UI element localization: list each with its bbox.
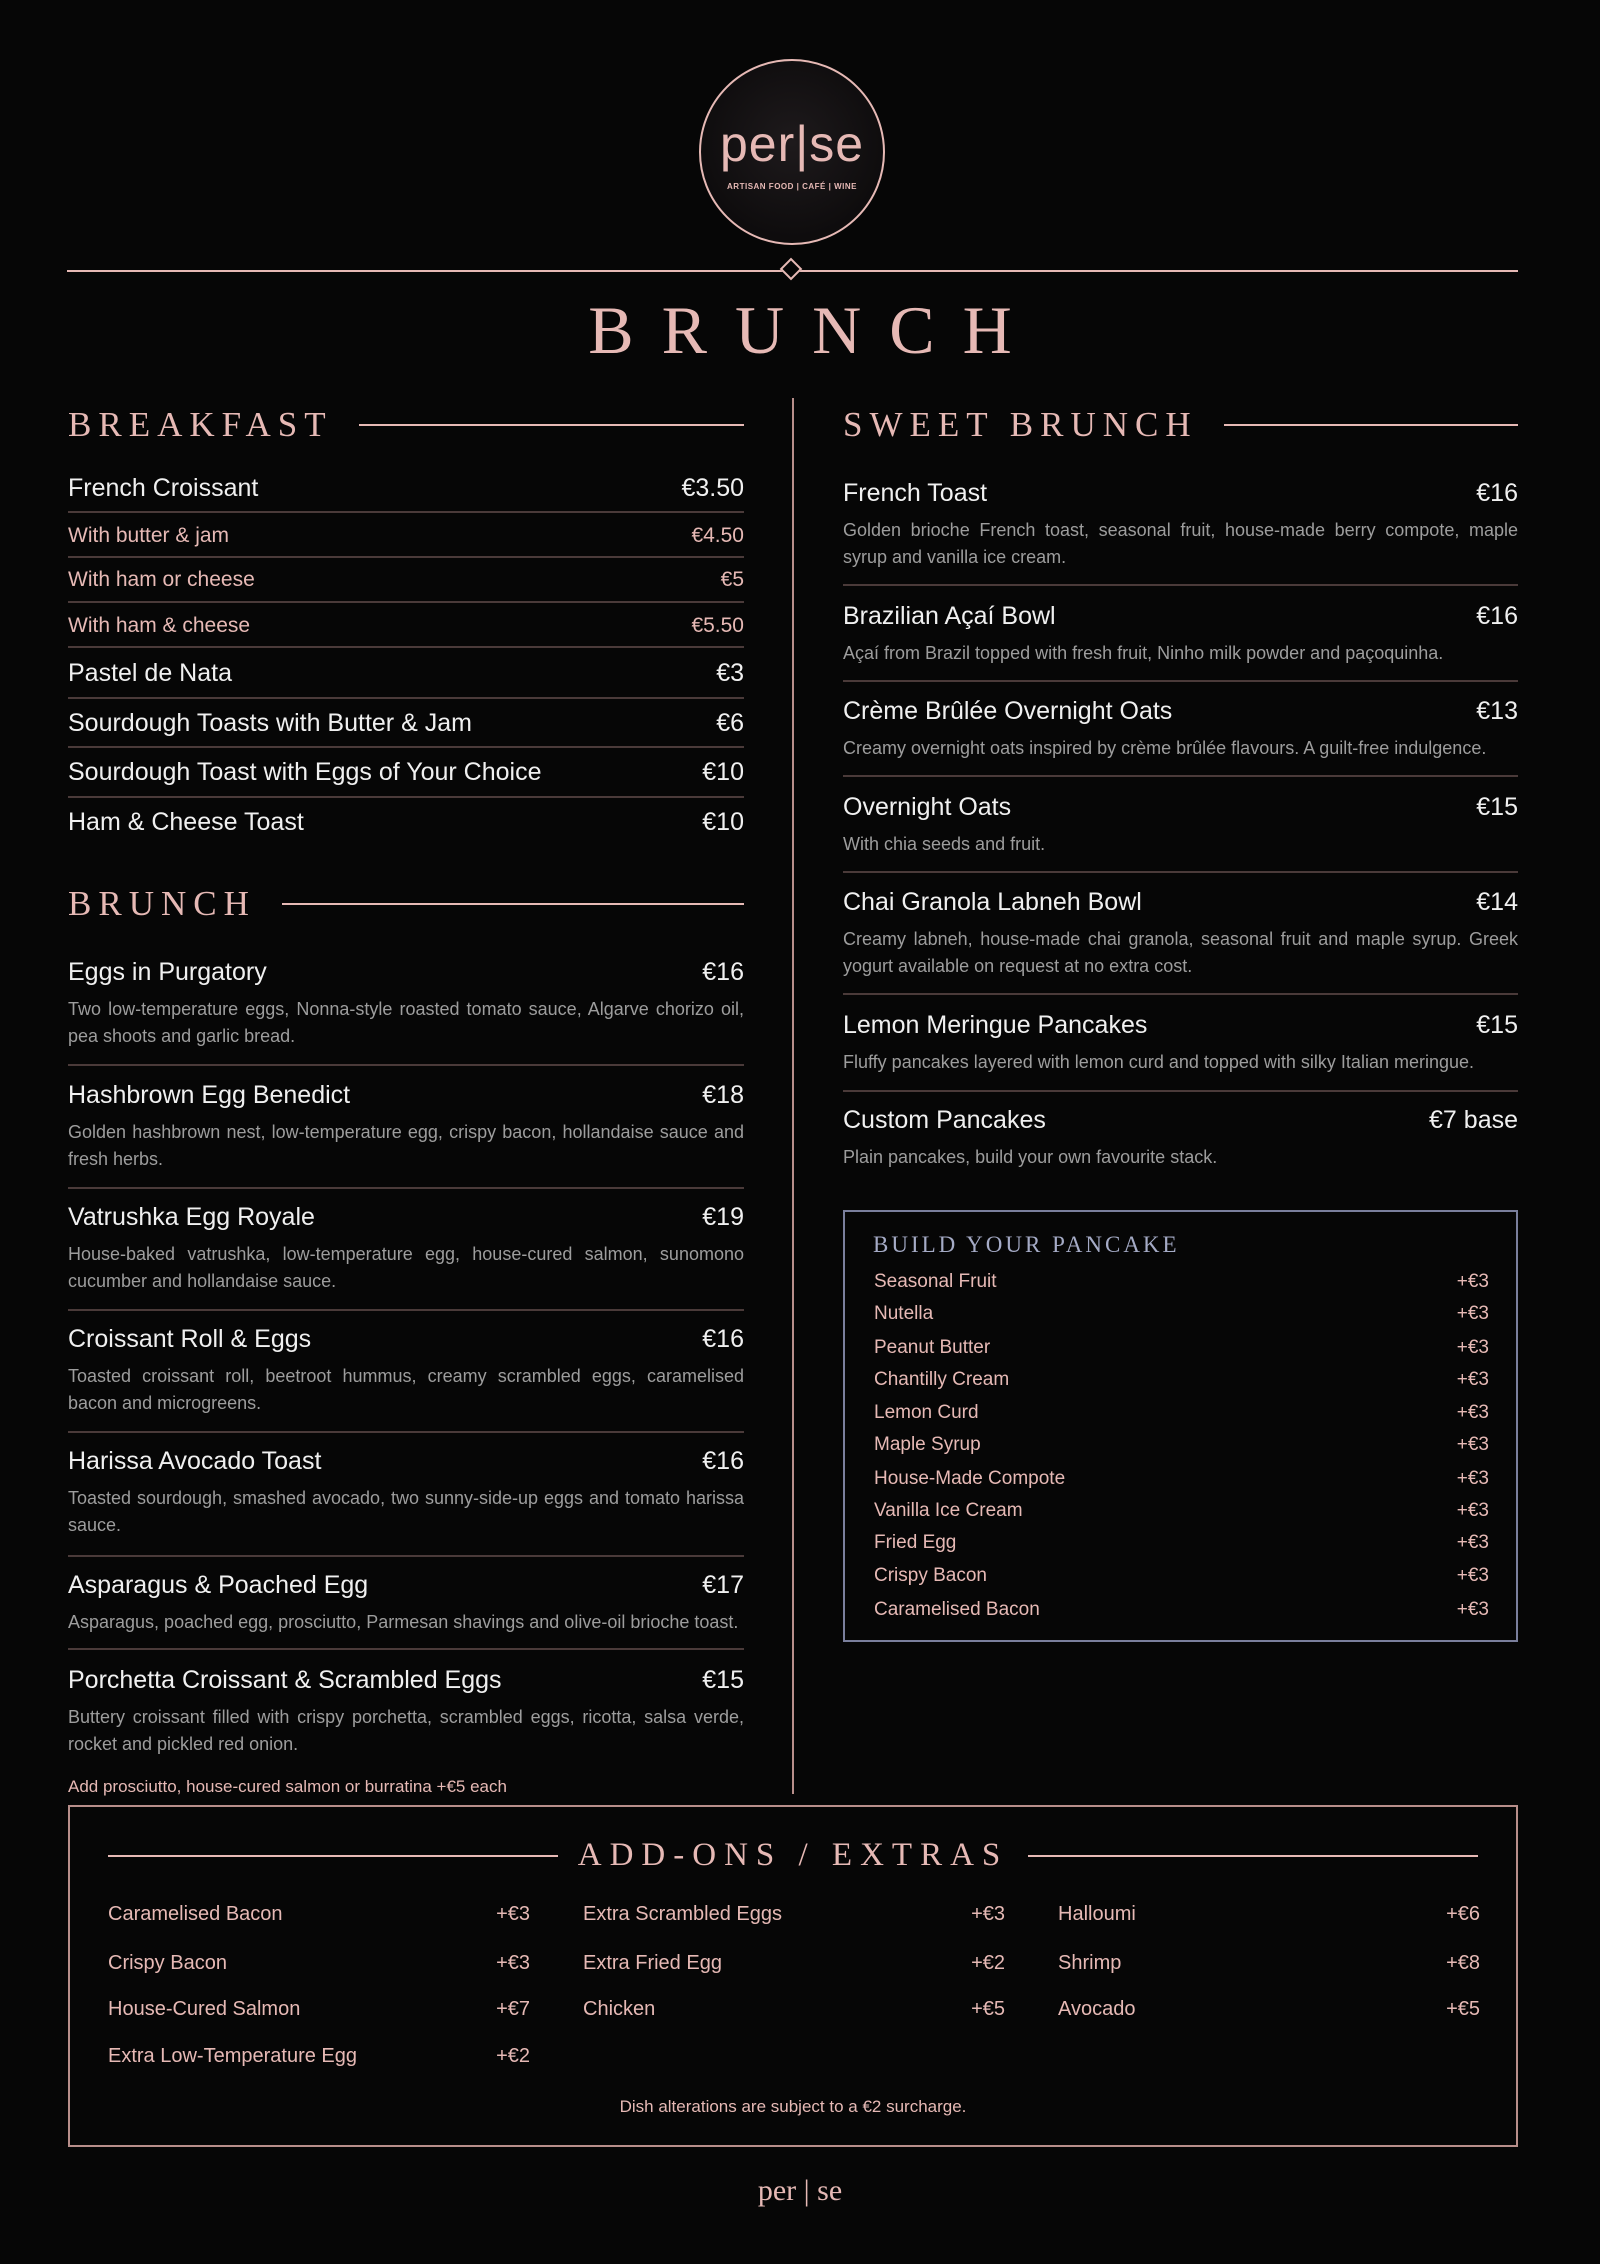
item-name: Sourdough Toast with Eggs of Your Choice: [68, 758, 542, 786]
item-name: Asparagus & Poached Egg: [68, 1571, 369, 1599]
section-title: BREAKFAST: [68, 405, 333, 444]
topping-name: Maple Syrup: [874, 1434, 981, 1455]
brunch-addon-note: Add prosciutto, house-cured salmon or burratina +€5 each: [68, 1777, 507, 1796]
topping-item: [874, 1369, 1489, 1391]
section-rule: [108, 1855, 558, 1857]
topping-price: +€3: [1456, 1369, 1489, 1390]
topping-item: [874, 1532, 1489, 1554]
item-divider: [68, 1064, 744, 1066]
section-rule: [1224, 424, 1518, 426]
item-price: €7 base: [1429, 1106, 1518, 1134]
extra-price: +€3: [496, 1952, 530, 1974]
item-divider: [843, 680, 1518, 682]
item-divider: [68, 697, 744, 699]
extra-item: [1058, 1952, 1480, 1975]
item-name: With ham & cheese: [68, 614, 251, 637]
extra-name: Extra Scrambled Eggs: [583, 1903, 782, 1925]
item-price: €5.50: [691, 614, 744, 637]
sweet-item: [843, 602, 1518, 667]
item-price: €16: [1476, 602, 1518, 630]
item-description: With chia seeds and fruit.: [843, 834, 1046, 854]
breakfast-item: [68, 474, 744, 503]
section-rule: [359, 424, 744, 426]
topping-item: [874, 1337, 1489, 1359]
topping-price: +€3: [1456, 1565, 1489, 1586]
item-name: Custom Pancakes: [843, 1106, 1046, 1134]
extra-name: Extra Fried Egg: [583, 1952, 722, 1974]
addons-extras-box: [68, 1805, 1518, 2147]
topping-price: +€3: [1456, 1337, 1489, 1358]
item-header: [843, 602, 1518, 631]
topping-name: Seasonal Fruit: [874, 1271, 997, 1292]
breakfast-item: [68, 614, 744, 638]
sweet-item: [843, 1011, 1518, 1076]
item-price: €17: [702, 1571, 744, 1599]
topping-item: [874, 1402, 1489, 1424]
extra-price: +€2: [971, 1952, 1005, 1974]
item-divider: [68, 1648, 744, 1650]
item-divider: [843, 993, 1518, 995]
item-name: French Croissant: [68, 474, 259, 502]
item-description: Asparagus, poached egg, prosciutto, Parmesan shavings and olive-oil brioche toast.: [68, 1612, 739, 1632]
item-description: Golden hashbrown nest, low-temperature egg, crispy bacon, hollandaise sauce and fresh herbs.: [68, 1122, 744, 1169]
brand-logo: [699, 59, 885, 245]
item-header: [68, 1081, 744, 1110]
item-description: Golden brioche French toast, seasonal fruit, house-made berry compote, maple syrup and vanilla ice cream.: [843, 520, 1518, 567]
topping-price: +€3: [1456, 1271, 1489, 1292]
item-name: Brazilian Açaí Bowl: [843, 602, 1056, 630]
extra-price: +€3: [496, 1903, 530, 1925]
item-price: €4.50: [691, 524, 744, 547]
page-title: BRUNCH: [588, 292, 1040, 368]
item-name: Crème Brûlée Overnight Oats: [843, 697, 1173, 725]
item-name: Overnight Oats: [843, 793, 1012, 821]
diamond-ornament-icon: [780, 258, 803, 281]
topping-item: [874, 1500, 1489, 1522]
section-rule: [1028, 1855, 1478, 1857]
item-description: Creamy overnight oats inspired by crème brûlée flavours. A guilt-free indulgence.: [843, 738, 1487, 758]
breakfast-item: [68, 659, 744, 688]
item-description: Toasted sourdough, smashed avocado, two sunny-side-up eggs and tomato harissa sauce.: [68, 1488, 744, 1535]
extra-item: [108, 1903, 530, 1926]
brunch-item: [68, 1081, 744, 1173]
topping-name: Crispy Bacon: [874, 1565, 987, 1586]
item-description: Creamy labneh, house-made chai granola, seasonal fruit and maple syrup. Greek yogurt available on request at no extra cost.: [843, 929, 1518, 976]
extra-item: [108, 2045, 530, 2068]
item-price: €15: [1476, 793, 1518, 821]
topping-item: [874, 1565, 1489, 1587]
item-price: €18: [702, 1081, 744, 1109]
item-price: €16: [1476, 479, 1518, 507]
logo-tagline: ARTISAN FOOD | CAFÉ | WINE: [727, 182, 857, 191]
item-description: Buttery croissant filled with crispy porchetta, scrambled eggs, ricotta, salsa verde, rocket and pickled red onion.: [68, 1707, 744, 1754]
extra-item: [108, 1998, 530, 2021]
item-name: Porchetta Croissant & Scrambled Eggs: [68, 1666, 502, 1694]
item-description: Açaí from Brazil topped with fresh fruit, Ninho milk powder and paçoquinha.: [843, 643, 1444, 663]
item-divider: [68, 1309, 744, 1311]
extra-price: +€8: [1446, 1952, 1480, 1974]
item-header: [843, 888, 1518, 917]
build-your-pancake-box: [843, 1210, 1518, 1642]
extra-name: Shrimp: [1058, 1952, 1122, 1974]
topping-name: Fried Egg: [874, 1532, 957, 1553]
extras-title: ADD-ONS / EXTRAS: [577, 1837, 1009, 1873]
item-divider: [843, 1090, 1518, 1092]
extra-item: [1058, 1998, 1480, 2021]
item-name: Croissant Roll & Eggs: [68, 1325, 312, 1353]
extra-item: [583, 1952, 1005, 1975]
breakfast-heading: [68, 407, 744, 442]
item-divider: [843, 584, 1518, 586]
item-name: Ham & Cheese Toast: [68, 808, 304, 836]
brunch-item: [68, 1666, 744, 1758]
item-price: €3.50: [681, 474, 744, 502]
brunch-item: [68, 1447, 744, 1539]
section-title: BRUNCH: [68, 884, 256, 923]
extra-price: +€2: [496, 2045, 530, 2067]
item-name: Eggs in Purgatory: [68, 958, 267, 986]
item-description: Fluffy pancakes layered with lemon curd and topped with silky Italian meringue.: [843, 1052, 1475, 1072]
item-name: Pastel de Nata: [68, 659, 232, 687]
extra-item: [583, 1903, 1005, 1926]
item-price: €3: [716, 659, 744, 687]
item-price: €15: [1476, 1011, 1518, 1039]
breakfast-item: [68, 568, 744, 592]
item-divider: [843, 775, 1518, 777]
item-header: [843, 1106, 1518, 1135]
item-name: Chai Granola Labneh Bowl: [843, 888, 1142, 916]
brunch-item: [68, 1203, 744, 1295]
item-name: Hashbrown Egg Benedict: [68, 1081, 351, 1109]
item-header: [843, 1011, 1518, 1040]
brunch-item: [68, 1571, 744, 1636]
sweet-item: [843, 479, 1518, 571]
item-header: [68, 1203, 744, 1232]
topping-price: +€3: [1456, 1599, 1489, 1620]
brunch-heading: [68, 886, 744, 921]
item-description: Two low-temperature eggs, Nonna-style roasted tomato sauce, Algarve chorizo oil, pea shoots and garlic bread.: [68, 999, 744, 1046]
brunch-item: [68, 1325, 744, 1417]
item-name: Lemon Meringue Pancakes: [843, 1011, 1148, 1039]
extra-name: Caramelised Bacon: [108, 1903, 283, 1925]
item-name: Vatrushka Egg Royale: [68, 1203, 315, 1231]
topping-name: Lemon Curd: [874, 1402, 979, 1423]
item-price: €6: [716, 709, 744, 737]
item-name: French Toast: [843, 479, 988, 507]
item-divider: [68, 1431, 744, 1433]
footer-logo: per | se: [757, 2174, 843, 2207]
item-name: Sourdough Toasts with Butter & Jam: [68, 709, 472, 737]
sweet-item: [843, 888, 1518, 980]
column-divider: [792, 398, 794, 1794]
breakfast-item: [68, 524, 744, 548]
extras-heading: [108, 1839, 1478, 1872]
extra-name: Extra Low-Temperature Egg: [108, 2045, 358, 2067]
item-price: €15: [702, 1666, 744, 1694]
item-header: [68, 1325, 744, 1354]
item-header: [843, 793, 1518, 822]
topping-item: [874, 1434, 1489, 1456]
extra-item: [583, 1998, 1005, 2021]
item-price: €16: [702, 958, 744, 986]
topping-item: [874, 1599, 1489, 1621]
topping-name: Peanut Butter: [874, 1337, 991, 1358]
extra-price: +€6: [1446, 1903, 1480, 1925]
topping-price: +€3: [1456, 1468, 1489, 1489]
topping-price: +€3: [1456, 1532, 1489, 1553]
item-header: [68, 958, 744, 987]
item-header: [68, 1666, 744, 1695]
item-header: [843, 479, 1518, 508]
item-price: €13: [1476, 697, 1518, 725]
extra-price: +€3: [971, 1903, 1005, 1925]
item-description: Plain pancakes, build your own favourite stack.: [843, 1147, 1218, 1167]
topping-price: +€3: [1456, 1500, 1489, 1521]
item-description: Toasted croissant roll, beetroot hummus, creamy scrambled eggs, caramelised bacon and microgreens.: [68, 1366, 744, 1413]
topping-name: Nutella: [874, 1303, 934, 1324]
item-divider: [68, 556, 744, 558]
topping-name: Vanilla Ice Cream: [874, 1500, 1023, 1521]
item-divider: [68, 746, 744, 748]
section-rule: [282, 903, 744, 905]
topping-item: [874, 1271, 1489, 1293]
item-divider: [68, 796, 744, 798]
build-pancake-title: BUILD YOUR PANCAKE: [873, 1232, 1180, 1257]
extra-name: Chicken: [583, 1998, 656, 2020]
topping-price: +€3: [1456, 1434, 1489, 1455]
extra-name: House-Cured Salmon: [108, 1998, 301, 2020]
breakfast-item: [68, 758, 744, 787]
sweet-item: [843, 1106, 1518, 1171]
item-divider: [68, 601, 744, 603]
item-price: €10: [702, 758, 744, 786]
extra-item: [108, 1952, 530, 1975]
extra-name: Halloumi: [1058, 1903, 1136, 1925]
item-name: With ham or cheese: [68, 568, 255, 591]
item-name: Harissa Avocado Toast: [68, 1447, 322, 1475]
extra-item: [1058, 1903, 1480, 1926]
logo-wordmark: per|se: [719, 116, 865, 172]
topping-name: Caramelised Bacon: [874, 1599, 1040, 1620]
brunch-item: [68, 958, 744, 1050]
extra-name: Crispy Bacon: [108, 1952, 227, 1974]
item-price: €10: [702, 808, 744, 836]
topping-item: [874, 1468, 1489, 1490]
item-price: €16: [702, 1447, 744, 1475]
item-divider: [68, 646, 744, 648]
sweet-item: [843, 697, 1518, 762]
item-divider: [68, 1555, 744, 1557]
topping-name: House-Made Compote: [874, 1468, 1066, 1489]
alterations-note: Dish alterations are subject to a €2 surcharge.: [619, 2097, 967, 2116]
topping-name: Chantilly Cream: [874, 1369, 1010, 1390]
sweet-brunch-heading: [843, 407, 1518, 442]
breakfast-item: [68, 709, 744, 738]
section-title: SWEET BRUNCH: [843, 405, 1198, 444]
item-price: €5: [720, 568, 744, 591]
topping-item: [874, 1303, 1489, 1325]
item-price: €14: [1476, 888, 1518, 916]
extra-name: Avocado: [1058, 1998, 1136, 2020]
breakfast-item: [68, 808, 744, 837]
item-divider: [68, 1187, 744, 1189]
item-divider: [843, 871, 1518, 873]
extra-price: +€7: [496, 1998, 530, 2020]
topping-price: +€3: [1456, 1303, 1489, 1324]
item-description: House-baked vatrushka, low-temperature egg, house-cured salmon, sunomono cucumber and hollandaise sauce.: [68, 1244, 744, 1291]
item-header: [68, 1447, 744, 1476]
extra-price: +€5: [1446, 1998, 1480, 2020]
item-price: €16: [702, 1325, 744, 1353]
topping-price: +€3: [1456, 1402, 1489, 1423]
item-divider: [68, 511, 744, 513]
extra-price: +€5: [971, 1998, 1005, 2020]
sweet-item: [843, 793, 1518, 858]
item-header: [68, 1571, 744, 1600]
item-header: [843, 697, 1518, 726]
item-price: €19: [702, 1203, 744, 1231]
item-name: With butter & jam: [68, 524, 230, 547]
